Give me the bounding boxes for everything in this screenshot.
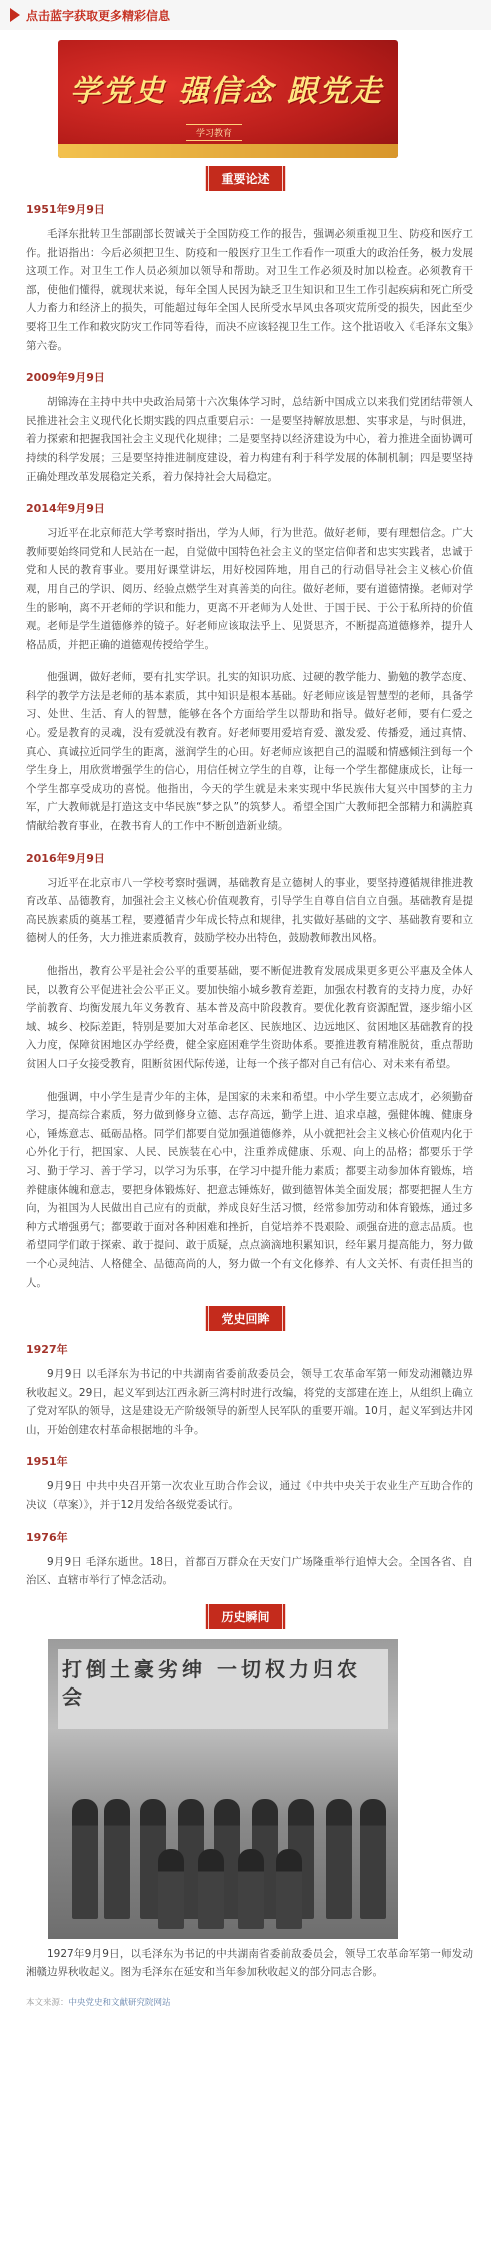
subscribe-tip-text[interactable]: 点击蓝字获取更多精彩信息 xyxy=(26,8,171,23)
entry-paragraph: 他强调，做好老师，要有扎实学识。扎实的知识功底、过硬的教学能力、勤勉的教学态度、科学的教学方法是老师的基本素质，其中知识是根本基础。好老师应该是智慧型的老师，具备学习、处世、生活、育人的智慧，能够在各个方面给学生以帮助和指导。做好老师，要有仁爱之心。爱是教育的灵魂，没有爱就没有教育。好老师要用爱培育爱、激发爱、传播爱，通过真情、真心、真诚拉近同学生的距离，滋润学生的心田。好老师应该把自己的温暖和情感倾注到每一个学生身上，用欣赏增强学生的信心，用信任树立学生的自尊，让每一个学生都健康成长，让每一个学生都享受成功的喜悦。他指出，今天的学生就是未来实现中华民族伟大复兴中国梦的主力军，广大教师就是打造这支中华民族“梦之队”的筑梦人。希望全国广大教师把全部精力和满腔真情献给教育事业，在教书育人的工作中不断创造新业绩。 xyxy=(26,671,473,833)
photo-person-seated xyxy=(276,1849,302,1929)
important-entries xyxy=(0,201,491,1292)
banner-subtitle: 学习教育 xyxy=(186,124,242,141)
section-important-title: 重要论述 xyxy=(205,166,285,191)
photo-person-seated xyxy=(238,1849,264,1929)
photo-person-seated xyxy=(158,1849,184,1929)
photo-person-seated xyxy=(198,1849,224,1929)
entry-date: 2009年9月9日 xyxy=(26,371,105,385)
history-paragraph: 9月9日 以毛泽东为书记的中共湖南省委前敌委员会，领导工农革命军第一师发动湘赣边界秋收起义。29日，起义军到达江西永新三湾村时进行改编，将党的支部建在连上，从组织上确立了党对军队的领导，这是建设无产阶级领导的新型人民军队的重要开端。10月，起义军到达井冈山，开始创建农村革命根据地的斗争。 xyxy=(26,1368,473,1436)
history-entries xyxy=(0,1341,491,1590)
photo-caption: 1927年9月9日，以毛泽东为书记的中共湖南省委前敌委员会，领导工农革命军第一师发动湘赣边界秋收起义。图为毛泽东在延安和当年参加秋收起义的部分同志合影。 xyxy=(26,1947,473,1979)
history-paragraph: 9月9日 毛泽东逝世。18日，首都百万群众在天安门广场隆重举行追悼大会。全国各省、自治区、直辖市举行了悼念活动。 xyxy=(26,1555,473,1587)
entry-paragraph: 毛泽东批转卫生部副部长贺诚关于全国防疫工作的报告，强调必须重视卫生、防疫和医疗工作。批语指出：今后必须把卫生、防疫和一般医疗卫生工作看作一项重大的政治任务，极力发展这项工作。对卫生工作人员必须加以领导和帮助。对卫生工作必须及时加以检查。必须教育干部，使他们懂得，就现状来说，每年全国人民因为缺乏卫生知识和卫生工作引起疾病和死亡所受人力畜力和经济上的损失，可能超过每年全国人民所受水旱风虫各项灾荒所受的损失，因此至少要将卫生工作和救灾防灾工作同等看待，而决不应该轻视卫生工作。这个批语收入《毛泽东文集》第六卷。 xyxy=(26,228,473,352)
entry-date: 2016年9月9日 xyxy=(26,851,105,865)
entry-paragraph: 习近平在北京市八一学校考察时强调，基础教育是立德树人的事业，要坚持遵循规律推进教育改革、品德教育，加强社会主义核心价值观教育，引导学生自尊自信自立自强。基础教育是提高民族素质的奠基工程，要遵循青少年成长特点和规律，扎实做好基础的文字、基础教育要和立德树人的任务，大力推进素质教育，鼓励学校办出特色，鼓励教师教出风格。 xyxy=(26,876,473,945)
photo-slogan: 打倒土豪劣绅 一切权力归农会 xyxy=(62,1656,361,1709)
section-important xyxy=(0,166,491,191)
history-paragraph: 9月9日 中共中央召开第一次农业互助合作会议，通过《中共中央关于农业生产互助合作的决议（草案）》，并于12月发给各级党委试行。 xyxy=(26,1480,473,1512)
entry-paragraph: 他强调，中小学生是青少年的主体，是国家的未来和希望。中小学生要立志成才，必须勤奋学习，提高综合素质，努力做到修身立德、志存高远，勤学上进、追求卓越，强健体魄、健康身心，锤炼意志、砥砺品格。同学们都要自觉加强道德修养，从小就把社会主义核心价值观内化于心外化于行，把国家、人民、民族装在心中，注重养成健康、乐观、向上的品格；都要乐于学习、勤于学习、善于学习，以学习为乐事，在学习中提升能力素质；都要主动参加体育锻炼，培养健康体魄和意志，要把身体锻炼好、把意志锤炼好，做到德智体美全面发展；都要把握人生方向，为祖国为人民做出自己应有的贡献，养成良好生活习惯，经常参加劳动和体育锻炼，通过多种方式增强勇气；都要敢于面对各种困难和挫折，自觉培养不畏艰险、顽强奋进的意志品质。也希望同学们敢于探索、敢于提问、敢于质疑，点点滴滴地积累知识，经年累月提高能力，努力做一个心灵纯洁、人格健全、品德高尚的人，努力做一个有文化修养、有人文关怀、有责任担当的人。 xyxy=(26,1090,473,1289)
header-banner xyxy=(58,40,398,158)
photo-person xyxy=(72,1799,98,1919)
photo-person xyxy=(104,1799,130,1919)
entry-paragraph: 习近平在北京师范大学考察时指出，学为人师，行为世范。做好老师，要有理想信念。广大教师要始终同党和人民站在一起，自觉做中国特色社会主义的坚定信仰者和忠实实践者，忠诚于党和人民的教育事业。要用好课堂讲坛，用好校园阵地，用自己的行动倡导社会主义核心价值观，用自己的学识、阅历、经验点燃学生对真善美的向往。做好老师，要有道德情操。老师对学生的影响，离不开老师的学识和能力，更离不开老师为人处世、于国于民、于公于私所持的价值观。老师是学生道德修养的镜子。好老师应该取法乎上、见贤思齐，不断提高道德修养，提升人格品质，并把正确的道德观传授给学生。 xyxy=(26,527,473,651)
photo-person xyxy=(360,1799,386,1919)
section-history xyxy=(0,1306,491,1331)
section-moment xyxy=(0,1604,491,1629)
history-date: 1927年 xyxy=(26,1343,68,1357)
subscribe-tip[interactable] xyxy=(0,0,491,30)
source-line xyxy=(26,1996,473,2008)
section-moment-title: 历史瞬间 xyxy=(205,1604,285,1629)
arrow-right-icon xyxy=(10,8,20,22)
history-date: 1976年 xyxy=(26,1530,68,1544)
history-date: 1951年 xyxy=(26,1455,68,1469)
entry-date: 2014年9月9日 xyxy=(26,502,105,516)
section-history-title: 党史回眸 xyxy=(205,1306,285,1331)
banner-stripe xyxy=(58,144,398,158)
entry-date: 1951年9月9日 xyxy=(26,203,105,216)
banner-title: 学党史 强信念 跟党走 xyxy=(70,74,383,109)
entry-paragraph: 胡锦涛在主持中共中央政治局第十六次集体学习时，总结新中国成立以来我们党团结带领人民推进社会主义现代化长期实践的四点重要启示：一是要坚持解放思想、实事求是，与时俱进，着力探索和把握我国社会主义现代化规律；二是要坚持以经济建设为中心，着力推进全面协调可持续的科学发展；三是要坚持推进制度建设，着力构建有利于科学发展的体制机制；四是要坚持正确处理改革发展稳定关系，着力保持社会大局稳定。 xyxy=(26,396,473,483)
source-label: 本文来源： xyxy=(26,1998,69,2009)
entry-paragraph: 他指出，教育公平是社会公平的重要基础，要不断促进教育发展成果更多更公平惠及全体人民，以教育公平促进社会公平正义。要加快缩小城乡教育差距，加强农村教育的支持力度，办好学前教育、均衡发展九年义务教育、基本普及高中阶段教育。要优化教育资源配置，逐步缩小区域、城乡、校际差距，特别是要加大对革命老区、民族地区、边远地区、贫困地区基础教育的投入力度，保障贫困地区办学经费，健全家庭困难学生资助体系。要推进教育精准脱贫，重点帮助贫困人口子女接受教育，阻断贫困代际传递，让每一个孩子都对自己有信心、对未来有希望。 xyxy=(26,965,473,1070)
source-value[interactable]: 中央党史和文献研究院网站 xyxy=(68,1998,171,2009)
historical-photo xyxy=(48,1639,398,1939)
photo-person xyxy=(326,1799,352,1919)
